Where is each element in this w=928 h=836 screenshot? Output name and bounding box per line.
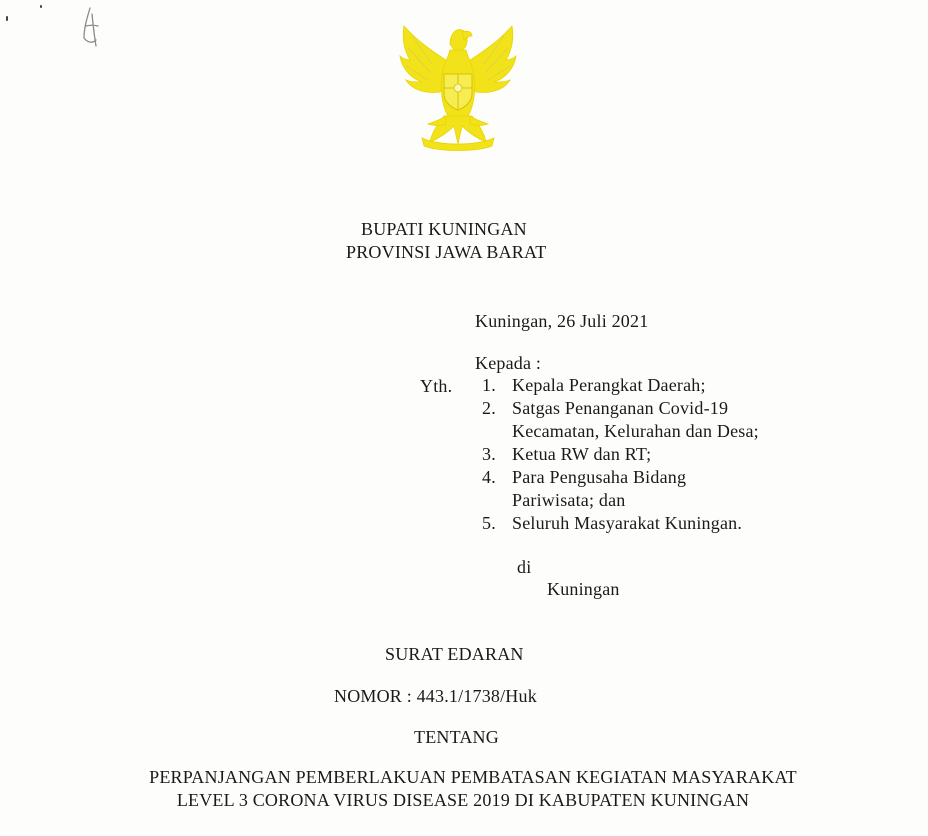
document-type: SURAT EDARAN: [385, 644, 524, 664]
list-item: [478, 443, 759, 466]
list-item: [478, 466, 759, 512]
yth-label: Yth.: [420, 376, 453, 396]
list-number: 1.: [482, 375, 496, 395]
subject-line-2: LEVEL 3 CORONA VIRUS DISEASE 2019 DI KABUPATEN KUNINGAN: [176, 790, 750, 810]
place-date: Kuningan, 26 Juli 2021: [475, 311, 649, 331]
list-number: 3.: [482, 444, 496, 464]
list-number: 5.: [482, 513, 496, 533]
di-label: di: [517, 557, 532, 577]
list-item: [478, 374, 759, 397]
recipient-text: Seluruh Masyarakat Kuningan.: [512, 513, 743, 533]
recipient-text: Kecamatan, Kelurahan dan Desa;: [512, 421, 759, 441]
recipient-list: [478, 374, 759, 535]
handwritten-mark-icon: [78, 4, 108, 50]
recipient-text: Para Pengusaha Bidang: [512, 467, 687, 487]
scan-speck: [40, 5, 42, 8]
to-label: Kepada :: [475, 353, 542, 373]
official-title: BUPATI KUNINGAN: [361, 219, 527, 239]
list-item: [478, 397, 759, 443]
document-number: NOMOR : 443.1/1738/Huk: [334, 686, 537, 706]
about-label: TENTANG: [414, 727, 499, 747]
subject-line-1: PERPANJANGAN PEMBERLAKUAN PEMBATASAN KEGIATAN MASYARAKAT: [149, 767, 797, 787]
recipient-text: Satgas Penanganan Covid-19: [512, 398, 729, 418]
recipient-text: Ketua RW dan RT;: [512, 444, 652, 464]
province-title: PROVINSI JAWA BARAT: [346, 242, 547, 262]
list-number: 2.: [482, 398, 496, 418]
list-number: 4.: [482, 467, 496, 487]
recipient-text: Kepala Perangkat Daerah;: [512, 375, 706, 395]
scan-speck: [6, 16, 8, 21]
destination: Kuningan: [547, 579, 620, 599]
garuda-pancasila-emblem-icon: [392, 20, 524, 155]
recipient-text: Pariwisata; dan: [512, 490, 626, 510]
list-item: [478, 512, 759, 535]
